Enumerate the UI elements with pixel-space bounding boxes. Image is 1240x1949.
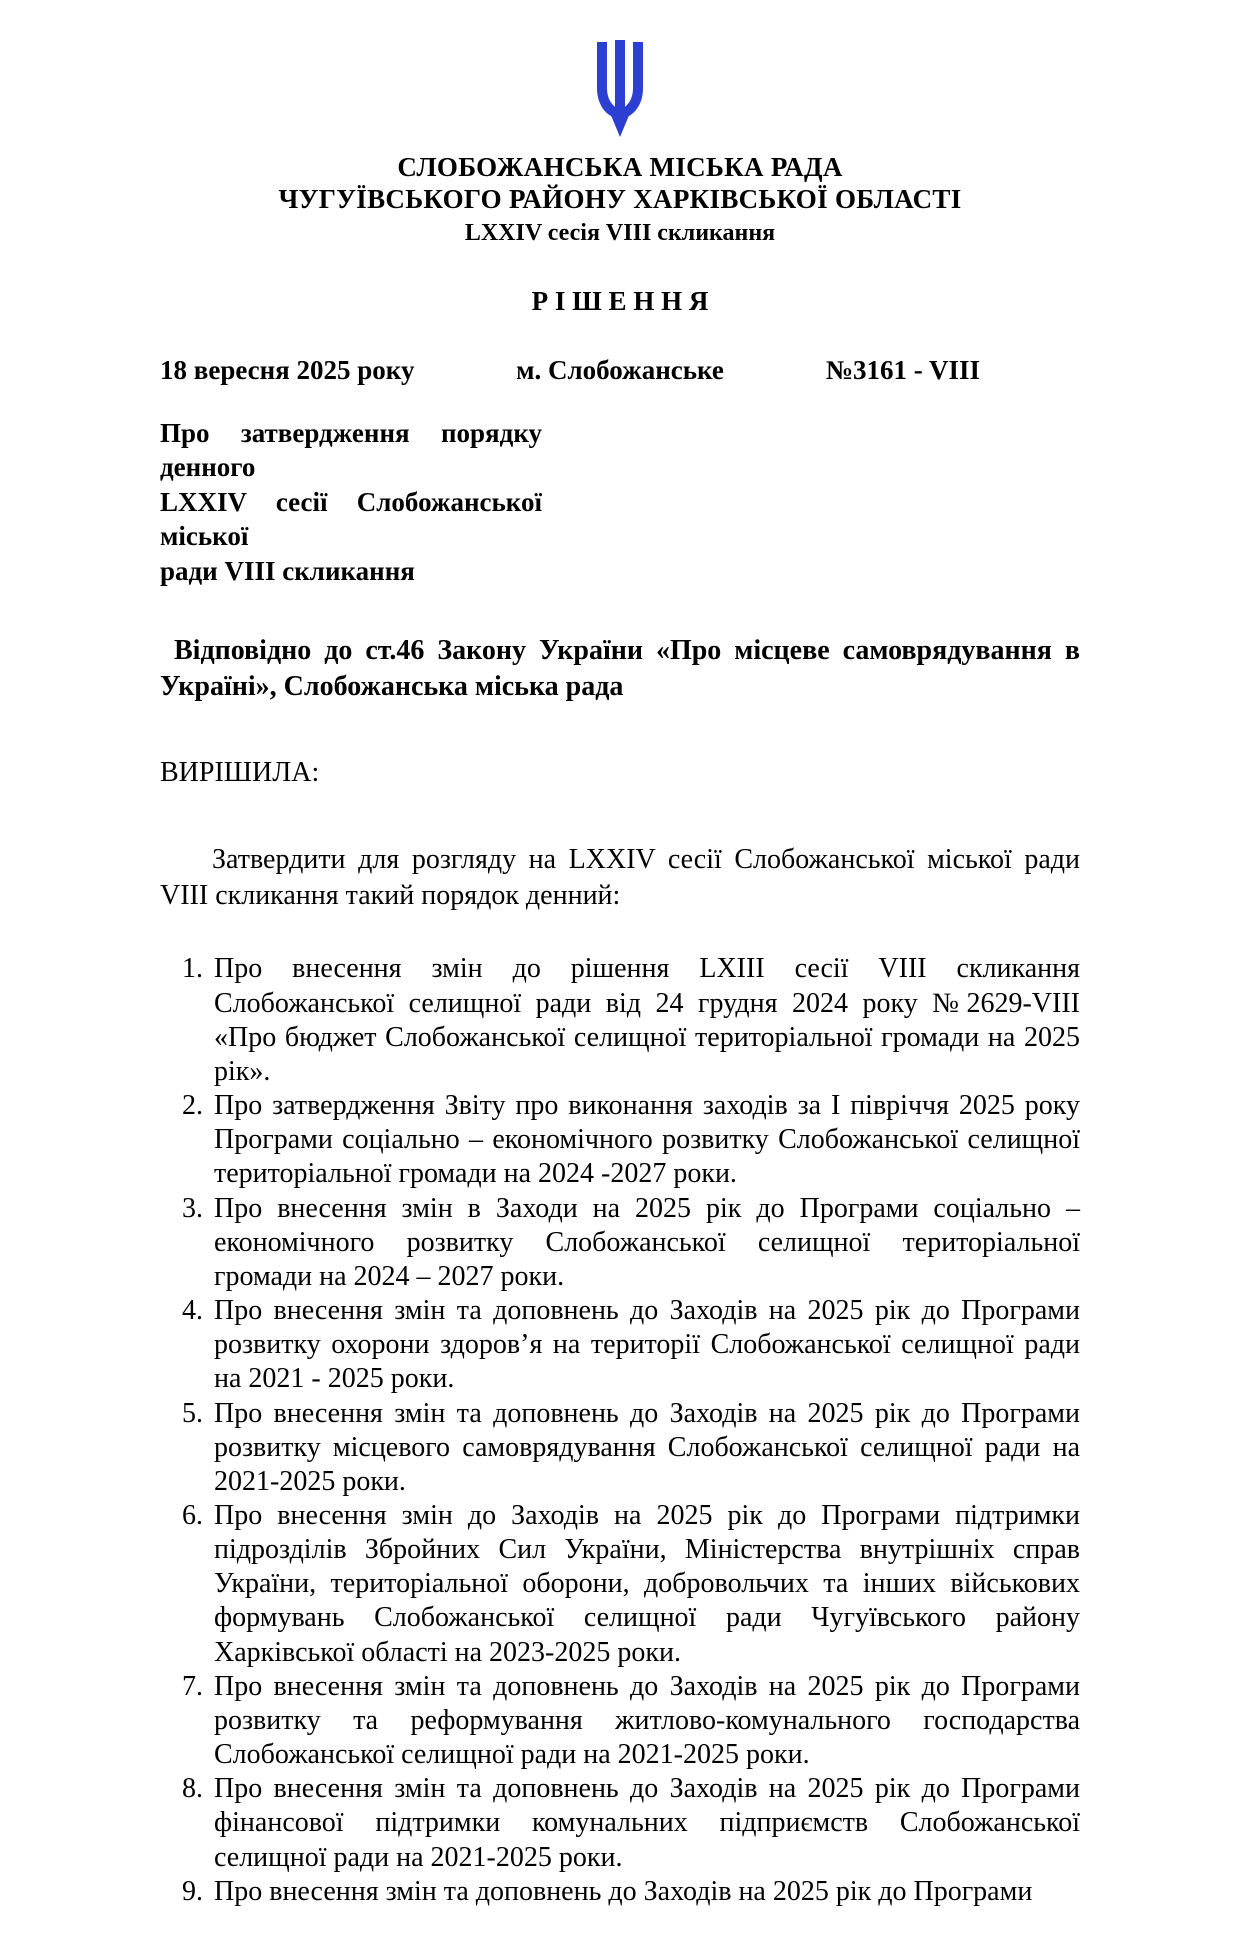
council-name: СЛОБОЖАНСЬКА МІСЬКА РАДА	[397, 152, 843, 182]
document-date: 18 вересня 2025 року	[160, 354, 415, 385]
agenda-item: 1. Про внесення змін до рішення LXIII сесії VIII скликання Слобожанської селищної ради від 24 грудня 2024 року №2629-VIII «Про бюджет Слобожанської селищної територіальної громади на 2025 рік».	[210, 952, 1080, 1089]
agenda-item: 5. Про внесення змін та доповнень до Заходів на 2025 рік до Програми розвитку місцевого самоврядування Слобожанської селищної ради на 2021-2025 роки.	[210, 1397, 1080, 1499]
subject-line-3: ради VIII скликання	[160, 555, 415, 586]
intro-paragraph: Відповідно до ст.46 Закону України «Про місцеве самоврядування в Україні», Слобожанська міська рада	[160, 634, 1080, 702]
district-name: ЧУГУЇВСЬКОГО РАЙОНУ ХАРКІВСЬКОЇ ОБЛАСТІ	[278, 184, 962, 215]
lead-paragraph: Затвердити для розгляду на LXXIV сесії Слобожанської міської ради VIII скликання такий порядок денний:	[160, 843, 1080, 912]
subject-line-1: Про затвердження порядку денного	[160, 417, 542, 483]
agenda-item: 6. Про внесення змін до Заходів на 2025 рік до Програми підтримки підрозділів Збройних Сил України, Міністерства внутрішніх справ України, територіальної оборони, добровольчих та інших військових формувань Слобожанської селищної ради Чугуївського району Харківської області на 2023-2025 роки.	[210, 1499, 1080, 1670]
document-title: Р І Ш Е Н Н Я	[531, 285, 709, 316]
subject-line-2: LXXIV сесії Слобожанської міської	[160, 486, 542, 552]
meta-row	[160, 355, 1080, 386]
document-place: м. Слобожанське	[516, 354, 724, 385]
agenda-item: 9. Про внесення змін та доповнень до Заходів на 2025 рік до Програми	[210, 1875, 1080, 1909]
agenda-item: 2. Про затвердження Звіту про виконання заходів за І півріччя 2025 року Програми соціально – економічного розвитку Слобожанської селищної територіальної громади на 2024 -2027 роки.	[210, 1089, 1080, 1191]
agenda-item: 7. Про внесення змін та доповнень до Заходів на 2025 рік до Програми розвитку та реформування житлово-комунального господарства Слобожанської селищної ради на 2021-2025 роки.	[210, 1670, 1080, 1772]
agenda-item: 3. Про внесення змін в Заходи на 2025 рік до Програми соціально – економічного розвитку Слобожанської селищної територіальної громади на 2024 – 2027 роки.	[210, 1192, 1080, 1294]
emblem-container	[160, 40, 1080, 143]
agenda-item: 4. Про внесення змін та доповнень до Заходів на 2025 рік до Програми розвитку охорони здоров’я на території Слобожанської селищної ради на 2021 - 2025 роки.	[210, 1294, 1080, 1396]
agenda-item: 8. Про внесення змін та доповнень до Заходів на 2025 рік до Програми фінансової підтримки комунальних підприємств Слобожанської селищної ради на 2021-2025 роки.	[210, 1772, 1080, 1874]
document-number: №3161 - VIII	[825, 354, 980, 385]
resolved-label: ВИРІШИЛА:	[160, 757, 320, 789]
trident-emblem-icon	[591, 40, 649, 138]
session-line: LXXIV сесія VIII скликання	[464, 219, 776, 246]
agenda-list	[160, 952, 1080, 1908]
subject-block	[160, 416, 542, 589]
